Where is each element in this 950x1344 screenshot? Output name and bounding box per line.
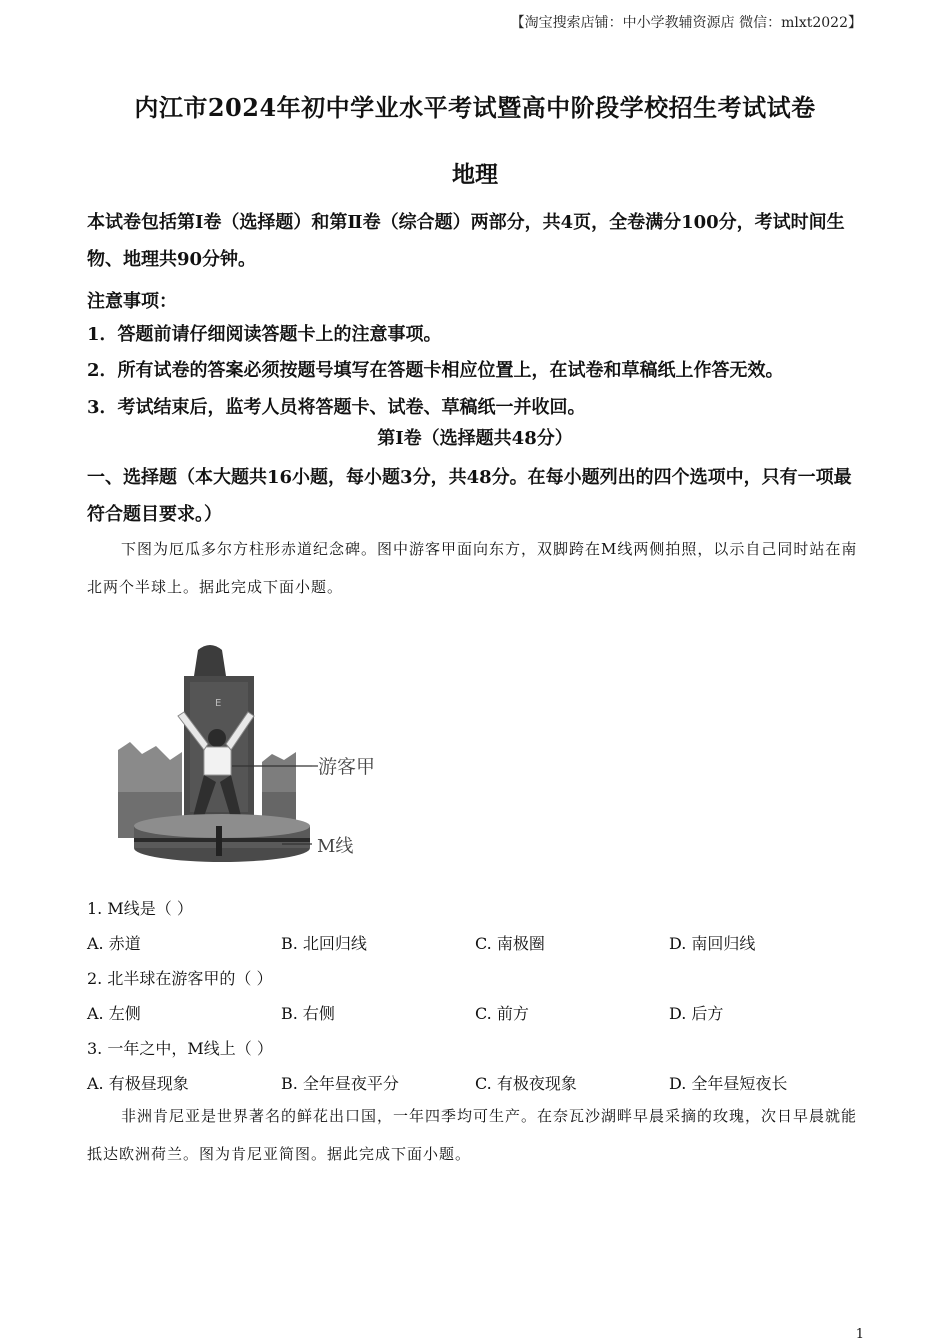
option-b: B. 全年昼夜平分 xyxy=(281,1074,399,1093)
option-a: A. 左侧 xyxy=(87,1004,141,1023)
material-paragraph: 下图为厄瓜多尔方柱形赤道纪念碑。图中游客甲面向东方，双脚跨在M线两侧拍照，以示自己同时站在南北两个半球上。据此完成下面小题。 xyxy=(87,540,858,596)
option-d: D. 南回归线 xyxy=(669,934,756,953)
option-a: A. 赤道 xyxy=(87,934,141,953)
question-stem: 1. M线是（ ） xyxy=(87,899,193,918)
equator-monument-figure xyxy=(112,642,402,872)
option-b: B. 北回归线 xyxy=(281,934,367,953)
question-stem: 2. 北半球在游客甲的（ ） xyxy=(87,969,273,988)
page-number: 1 xyxy=(855,1327,864,1342)
option-c: C. 南极圈 xyxy=(475,934,545,953)
option-d: D. 全年昼短夜长 xyxy=(669,1074,788,1093)
shop-note: 【淘宝搜索店铺：中小学教辅资源店 微信：mlxt2022】 xyxy=(510,15,862,31)
note-item: 1．答题前请仔细阅读答题卡上的注意事项。 xyxy=(87,324,442,345)
option-b: B. 右侧 xyxy=(281,1004,335,1023)
question-stem: 3. 一年之中，M线上（ ） xyxy=(87,1039,273,1058)
note-item: 3．考试结束后，监考人员将答题卡、试卷、草稿纸一并收回。 xyxy=(87,397,586,418)
exam-title: 内江市2024年初中学业水平考试暨高中阶段学校招生考试试卷 xyxy=(134,93,816,122)
option-a: A. 有极昼现象 xyxy=(87,1074,189,1093)
part1-heading: 第Ⅰ卷（选择题共48分） xyxy=(377,428,573,449)
exam-intro: 本试卷包括第Ⅰ卷（选择题）和第Ⅱ卷（综合题）两部分，共4页，全卷满分100分，考试时间生物、地理共90分钟。 xyxy=(87,212,845,270)
option-d: D. 后方 xyxy=(669,1004,724,1023)
note-item: 2．所有试卷的答案必须按题号填写在答题卡相应位置上，在试卷和草稿纸上作答无效。 xyxy=(87,360,784,381)
m-line-label: M线 xyxy=(317,836,354,857)
material-paragraph: 非洲肯尼亚是世界著名的鲜花出口国，一年四季均可生产。在奈瓦沙湖畔早晨采摘的玫瑰，次日早晨就能抵达欧洲荷兰。图为肯尼亚简图。据此完成下面小题。 xyxy=(87,1107,858,1163)
option-c: C. 前方 xyxy=(475,1004,529,1023)
notes-heading: 注意事项： xyxy=(87,291,177,312)
subject-title: 地理 xyxy=(452,161,498,188)
section1-heading: 一、选择题（本大题共16小题，每小题3分，共48分。在每小题列出的四个选项中，只有一项最符合题目要求。） xyxy=(87,467,852,525)
monument-letter: E xyxy=(215,698,222,709)
tourist-label: 游客甲 xyxy=(318,756,376,778)
option-c: C. 有极夜现象 xyxy=(475,1074,577,1093)
